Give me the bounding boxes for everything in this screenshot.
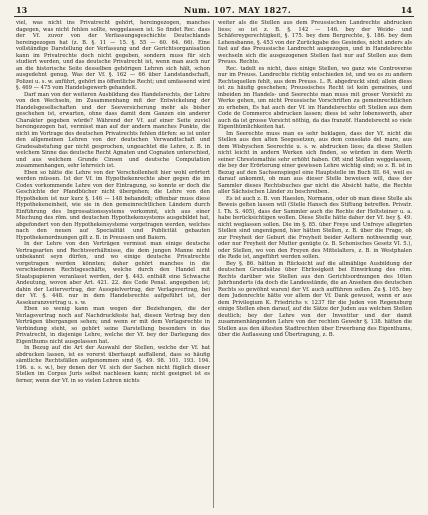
right-paragraph: Rec. tadelt es nicht, dass einige Stellen, wo ganz wie Controverse nur im Preuss. Landrechte richtig entschieden ist, und wo es zu andern Rechtsquellen fehlt, aus dem Preuss. L. R. abgedruckt sind; allein diess ist zu häufig geschehen; Preussisches Recht ist kein gemeines, und inbeiden im Handels- und Seerechte man muss mit groser Vorsicht zu Werke gehen, um nicht Preussische Vorschriften zu gemeinrechtlichen zu erheben, Es hat auch der Vf. im Handelsrechte oft Stellen aus dem Code de Commerce abdrucken lassen; diess ist sehr lobenswerth, aber auch da ist grosse Vorsicht nöthig, da das franzöf. Handelsrecht so viele Eigenthümlichkeiten hat. (218, 65, 412, 130)
right-paragraph: Bey §. 86. hätten in Rücksicht auf die allmählige Ausbildung der deutschen Grundsätze über Ehrlosigkeit bei Einwirkung des röm. Rechts darüber wie Stellen aus den Gerichtsordnungen des 16ten Jahrhunderts (da doch die Landesstände, die an Ansehen des deutschen Rechts so gewöhnt waren) der Vf. auch aufführen sollen. Zu §. 105. bey dem Judenrechte hätte vor allem der Vf. Dank gewusst, wenn er aus dem Privilegium K. Friedrichs v. 1237 für die Juden von Regensburg einige Stellen eben darauf, auf die Sätze der Juden aus welchen Stellen deutlich; bey der Lehre von der Investitur und der damit zusammenhängenden Lehre von der rechten Gewehr §. 138. hätten die Stellen aus den ältesten Stadtrechten über Erwerbung des Eigenthums, über die Auflassung und Übertragung, z. B. (218, 260, 412, 338)
right-paragraph: weiter als die Stellen aus dem Preussischen Landrechte abdrucken liess; so ist z. B. §. 142 — 146. bey der Weide- und Schäfereygerechtigkeit, §. 175. bey dem Bergrechte, §. 186. bey dem Lehensbanne, §. 453 von der Zurückgabe des Gesindes, nicht anders als fast auf das Preussische Landrecht ausgezogen, und in Handelsrechte wechseln sich die ausgezogenen Stellen fast nur auf Stellen aus dem Preuss. Rechte. (218, 20, 412, 65)
page-number-right: 14 (400, 5, 412, 15)
page-number-left: 13 (16, 5, 28, 15)
left-column (16, 20, 210, 508)
left-paragraph: In der Lehre von den Verträgen vermisst man einige deutsche Vertragsarten und Rechtsverhältnisse, die dem jungen Manne nicht unbekannt seyn dürfen, und wo einige deutsche Privatrechte vorgetragen werden könnten; daher gehört manches in die verschiedenen Rechtsgeschäfte, welche durch den Handel mit Staatspapieren veranlasst werden, der §. 443. enthält eine Schwache Andeutung, wovon aber Art. 421. 22. des Code Penal. angegeben ist; dahin der Leitervertrag, der Ausspielvertrag, der Verlagsvertrag, bei der Vf. §. 448. nur in dem Handelsrechte aufgeführt ist, der Assekuranzvertrag u. s. w. (16, 241, 210, 306)
column-divider (213, 20, 214, 508)
left-paragraph: In Bezug auf die Art der Auswahl der Stellen, welche der Vf. hat abdrucken lassen, ist es vorerst überhaupt auffallend, dass so häufig sämtliche Rechtsfällen aufgenommen sind (§. 49. 98. 101. 193. 194. 196. u. s. w.), bey denen der Vf. sich der Sachen nicht füglich dieser Stellen im Corpus Juris selbst nachlesen kann; nicht geeignet ist es ferner, wenn der Vf. in so vielen Lehren nichts (16, 345, 210, 384)
left-paragraph: Eben so wenig kann man wegen der Beziehungen, die der Verlagsvertrag noch auf Nachdruckfeste hat, diesen Vertrag bey den Verträgen übergangen sehen; und wenn er mit dem Verlagsrechte in Verbindung steht, so gehört seine Darstellung besonders in das Privatrecht, in diejenige Lehre, welche der Vf. bey der Darlegung des Eigenthums nicht ausgelassen hat. (16, 306, 210, 345)
left-paragraph: Darf man von der weiteren Ausbildung des Handelsrechts, der Lehre von den Wechseln, im Zusammenhang mit der Entwickelung der Handelsgesellschaften und der Seeversicherung mehr als bisher geschehen ist, erwarten, ohne dass damit dem Ganzen ein anderer Charakter gegeben würde? Während der Vf. auf einer Seite zuviel hereingezogen hat, vermisst man auf der andern manches Punkte, die nicht im Vortrage des deutschen Privatrechts fehlen dürfen: so ist unter den allgemeinen Lehren von der deutschen Verwandtschaft und Gradesabstufung gar nicht gesprochen, ungeachtet die Lehre, z. B. in welchem Sinne das deutsche Recht Agnaten und Cognaten unterschied, und aus welchem Grunde Cinsen und deutsche Computation zusammenhangen, sehr lehrreich ist. (16, 91, 210, 169)
header-rule (14, 16, 414, 17)
right-paragraph: Im Seerechte muss man es sehr beklagen, dass der Vf. nicht die Stellen aus den alten Seegesetzen, aus dem consolato del mare, aus dem Wisbyschen Seerechte u. s. w. abdrucken liess; da diese Stellen nicht leicht in andern Werken sich finden, so würden in dem Werth seiner Chrestomathie sehr erhöht haben. Oft sind Stellen weggelassen, die bey der Erörterung einer gewissen Lehre wichtig sind; so z. B. ist in Bezug auf den Sachsenspiegel eine Hauptstelle im Buch III. 64, weil es darauf ankommt, ob man aus dieser Stelle beweisen will, dass der Sammler dieses Rechtsbuches gar nicht die Absicht hatte, die Rechte aller Sächsischen Länder zu beschreiben. (218, 130, 412, 195)
right-column (218, 20, 412, 508)
right-paragraph: Es ist auch z. B. von Haeslen, Normann, oder ob man diese Stelle als Beweis gelten lassen will (Stelle Hansch des Stiftung betreffen. Privatr. I. Th. S. 405), dass der Sammler auch die Rechte der Holtsteiner u. a. habe berücksichtigen wollen. Diese Stelle hätte daher der Vf. bey §. 49. nicht weglassen sollen. Die im §. 85. über Freye und Unfreye allegirten Stellen sind ungenügend, hier hätten Stellen, z. B. über die Frage, ob zur Freyheit der Geburt die Freyheit beider Aeltern nothwendig war, oder nur Freyheit der Mutter genügte (z. B. Schonisches Gesetz VI. 5.), oder Stellen, wo von den Freyen des Mittelalters, z. B. in Westphalen die Rede ist, angeführt werden sollen. (218, 195, 412, 260)
left-paragraph: viel, was nicht ins Privatrecht gehört, hereingezogen, manches dagegen, was nicht fehlen sollte, weggelassen ist. So findet Rec. dass der Vf. zuvor von der Verfassungsgeschichte Deutschlands hereingezogen hat (z. B. §. 11 — 15. §. 55 — 60. 64. 66). Eine vollständige Darstellung der Verfassung und der Gerichtsorganisation kann im Privatrechte doch nicht gegeben, sondern muss für sich studiert werden, und das deutsche Privatrecht ist, wenn man auch nur an die historische Seite desselben gehörigen Lehren sich hält, schon ausgedehnt genug. Was der Vf. §. 162 — 66 über Landstandschaft, Polizei u. s. w. anführt, gehört ins öffentliche Recht; und umfassend wird §. 469 — 475 vom Handelsgewerb gehandelt. (16, 20, 210, 91)
left-paragraph: Eben so hätte die Lehre von der Verschollenheit hier wohl erörtert werden müssen. Ist der Vf. im Hypothekenrechte aber gegen die im Codex vorkommende Lehre von der Eintragung, so konnte er doch die Geschichte der Pfandbücher nicht übergehen; die Lehre von den Hypotheken ist nur kurz §. 146 — 148 behandelt; offenbar muss diese Hypothekeneinheit, wie sie in den gemeinrechtlichen Ländern durch Einführung des Ingrossationssystems vorkommt, sich aus einer Mischung des röm. und deutschen Hypothekensystems ausgebildet hat, abgefondert von den Hypothekensysteme vorgetragen werden, welches nach den neuen auf Specialität und Publicität gebauten Hypothekenordnungen gilt z. B. in Preussen und Baiern. (16, 169, 210, 241)
issue-date: Num. 107. MAY 1827. (184, 5, 292, 15)
page-header (14, 4, 414, 16)
